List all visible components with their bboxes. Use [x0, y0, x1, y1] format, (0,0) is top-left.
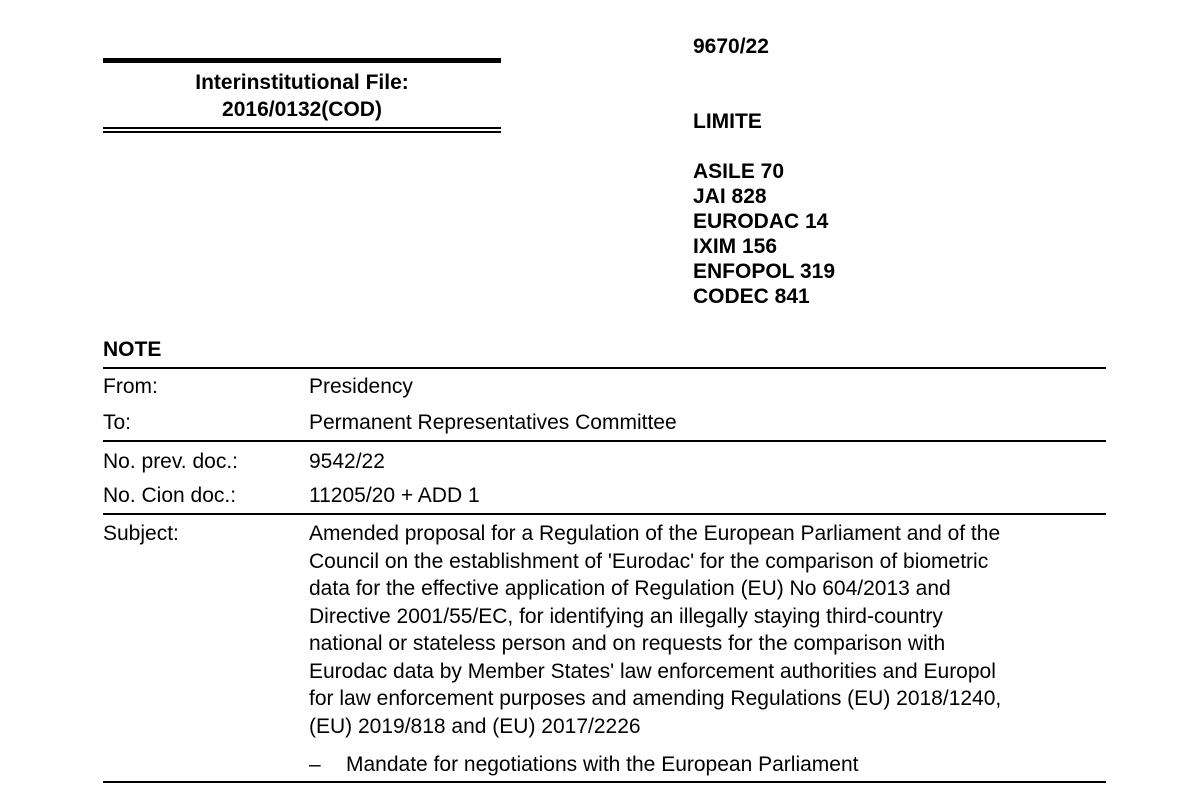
interinstitutional-file-box	[103, 58, 501, 133]
document-code: EURODAC 14	[693, 210, 829, 233]
subject-label: Subject:	[103, 522, 179, 545]
from-value: Presidency	[309, 375, 413, 398]
subject-line: Directive 2001/55/EC, for identifying an illegally staying third-country	[309, 604, 943, 628]
mandate-item	[309, 751, 858, 779]
table-divider	[103, 513, 1106, 515]
subject-line: Amended proposal for a Regulation of the European Parliament and of the	[309, 522, 1001, 545]
file-box-bottom-rule-double	[103, 131, 501, 133]
subject-line: data for the effective application of Regulation (EU) No 604/2013 and	[309, 577, 951, 600]
note-heading: NOTE	[103, 338, 162, 361]
table-divider	[103, 781, 1106, 783]
cion-doc-label: No. Cion doc.:	[103, 484, 237, 507]
document-code: ENFOPOL 319	[693, 260, 835, 283]
table-divider	[103, 440, 1106, 442]
subject-line: (EU) 2019/818 and (EU) 2017/2226	[309, 714, 641, 738]
document-code: IXIM 156	[693, 235, 778, 258]
document-code: ASILE 70	[693, 160, 785, 183]
document-code: JAI 828	[693, 185, 767, 208]
dash-bullet: –	[309, 753, 321, 776]
subject-line: for law enforcement purposes and amending Regulations (EU) 2018/1240,	[309, 687, 1002, 710]
subject-line: Eurodac data by Member States' law enforcement authorities and Europol	[309, 659, 996, 683]
to-value: Permanent Representatives Committee	[309, 411, 677, 434]
prev-doc-label: No. prev. doc.:	[103, 450, 239, 473]
file-box-number: 2016/0132(COD)	[222, 98, 382, 121]
prev-doc-value: 9542/22	[309, 450, 385, 473]
document-number: 9670/22	[693, 35, 769, 58]
file-box-bottom-rule	[103, 127, 501, 129]
cion-doc-value: 11205/20 + ADD 1	[309, 484, 480, 507]
subject-line: national or stateless person and on requests for the comparison with	[309, 632, 946, 655]
subject-line: Council on the establishment of 'Eurodac' for the comparison of biometric	[309, 549, 989, 573]
file-box-title: Interinstitutional File:	[195, 71, 409, 94]
document-codes	[693, 159, 1093, 309]
mandate-text: Mandate for negotiations with the European Parliament	[346, 753, 859, 776]
document-code: CODEC 841	[693, 285, 810, 308]
table-divider	[103, 367, 1106, 369]
classification-label: LIMITE	[693, 110, 762, 133]
subject-text	[309, 520, 1109, 740]
file-box-top-rule	[103, 58, 501, 63]
to-label: To:	[103, 411, 132, 434]
from-label: From:	[103, 375, 158, 398]
